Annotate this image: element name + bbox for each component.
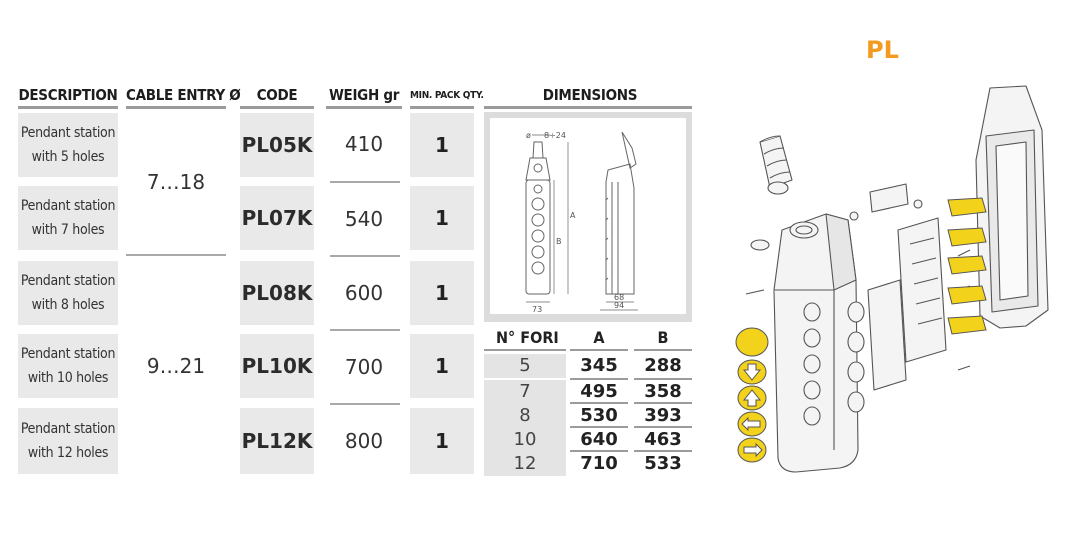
sub-fori: 8	[519, 405, 531, 426]
sub-header-rule	[570, 349, 628, 351]
weight-value: 410	[344, 132, 384, 156]
header-rule	[18, 106, 118, 109]
sub-b: 288	[644, 355, 682, 376]
code-cell: PL12K	[240, 408, 314, 474]
description-line-1: Pendant station	[20, 125, 116, 141]
header-description: DESCRIPTION	[18, 86, 118, 104]
description-line-2: with 12 holes	[27, 445, 109, 461]
sub-a: 495	[580, 381, 618, 402]
qty-cell: 1	[410, 261, 474, 325]
description-line-1: Pendant station	[20, 198, 116, 214]
header-rule	[126, 106, 226, 109]
qty-cell: 1	[410, 334, 474, 398]
sub-a: 640	[580, 429, 618, 450]
weight-separator	[330, 181, 400, 183]
cable-entry-group-1: 7…18	[146, 170, 206, 194]
description-cell	[18, 334, 118, 398]
sub-header-a: A	[593, 328, 605, 347]
weight-value: 540	[344, 207, 384, 231]
sub-header-rule	[484, 349, 566, 351]
code-cell: PL05K	[240, 113, 314, 177]
header-rule	[326, 106, 402, 109]
description-line-1: Pendant station	[20, 346, 116, 362]
code-cell: PL08K	[240, 261, 314, 325]
brand-title: PL	[866, 36, 899, 64]
sub-fori: 5	[519, 355, 531, 376]
dimension-drawing-frame	[484, 112, 692, 322]
sub-fori: 12	[513, 453, 537, 474]
weight-value: 800	[344, 429, 384, 453]
header-code: CODE	[256, 86, 298, 104]
label-a: A	[570, 211, 576, 220]
pendant-exploded-illustration	[730, 80, 1070, 480]
description-line-2: with 5 holes	[31, 149, 105, 165]
header-rule	[410, 106, 474, 109]
side-width-a: 68	[614, 293, 625, 302]
weight-value: 600	[344, 281, 384, 305]
header-cable-entry: CABLE ENTRY Ø	[126, 86, 241, 104]
header-weight: WEIGH gr	[328, 86, 400, 104]
dimension-drawing	[490, 118, 686, 314]
header-dimensions: DIMENSIONS	[542, 86, 638, 104]
description-cell	[18, 261, 118, 325]
phi-range: 8÷24	[544, 131, 566, 140]
sub-header-rule	[634, 349, 692, 351]
weight-separator	[330, 329, 400, 331]
sub-header-fori: N° FORI	[496, 328, 559, 347]
header-rule	[240, 106, 314, 109]
description-line-2: with 10 holes	[27, 370, 109, 386]
sub-b: 463	[644, 429, 682, 450]
description-cell	[18, 408, 118, 474]
sub-header-b: B	[657, 328, 669, 347]
label-b: B	[556, 237, 562, 246]
weight-value: 700	[344, 355, 384, 379]
pendant-technical-drawing	[490, 118, 686, 314]
description-line-2: with 8 holes	[31, 297, 105, 313]
weight-separator	[330, 255, 400, 257]
side-width-b: 94	[614, 301, 625, 310]
sub-a: 345	[580, 355, 618, 376]
description-cell	[18, 186, 118, 250]
weight-separator	[330, 403, 400, 405]
qty-cell: 1	[410, 186, 474, 250]
description-line-2: with 7 holes	[31, 222, 105, 238]
sub-b: 393	[644, 405, 682, 426]
qty-cell: 1	[410, 408, 474, 474]
cable-entry-group-2: 9…21	[146, 354, 206, 378]
front-width: 73	[532, 305, 543, 314]
description-line-1: Pendant station	[20, 421, 116, 437]
qty-cell: 1	[410, 113, 474, 177]
description-line-1: Pendant station	[20, 273, 116, 289]
description-cell	[18, 113, 118, 177]
sub-fori: 10	[513, 429, 537, 450]
sub-a: 710	[580, 453, 618, 474]
phi-symbol: ø	[526, 131, 531, 140]
header-min-pack: MIN. PACK QTY.	[410, 90, 484, 101]
code-cell: PL10K	[240, 334, 314, 398]
code-cell: PL07K	[240, 186, 314, 250]
sub-b: 358	[644, 381, 682, 402]
sub-b: 533	[644, 453, 682, 474]
header-rule	[484, 106, 692, 109]
sub-fori: 7	[519, 381, 531, 402]
sub-a: 530	[580, 405, 618, 426]
cable-entry-separator	[126, 254, 226, 256]
